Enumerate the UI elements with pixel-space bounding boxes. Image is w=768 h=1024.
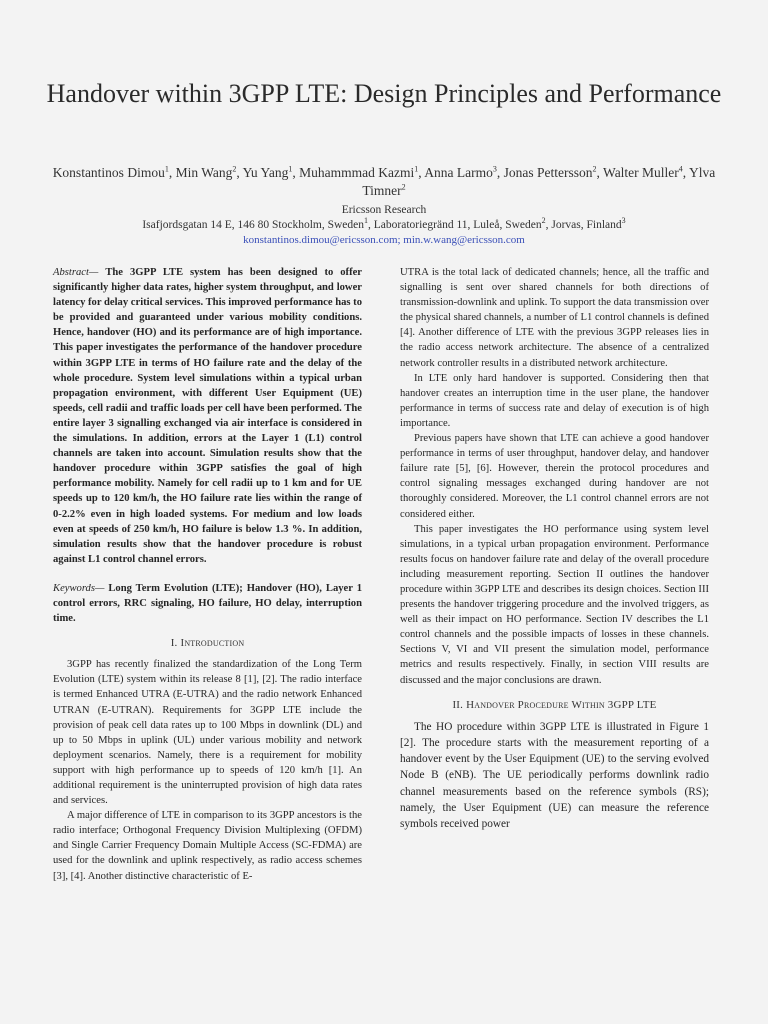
body-paragraph: 3GPP has recently finalized the standardization of the Long Term Evolution (LTE) system within its release 8 [1], [2]. The radio interface is termed Enhanced UTRA (E-UTRA) and the radio network Enhanced UTRAN (E-UTRAN). Requirements for 3GPP LTE include the provision of peak cell data rates up to 100 Mbps in downlink (DL) and up to 50 Mbps in uplink (UL) under various mobility and network deployment scenarios. Namely, there is a requirement for mobility support with high performance up to speeds of 120 km/h [1]. An additional requirement is the uninterrupted provision of high data rates and services.	[53, 659, 362, 807]
author-name: Muhammmad Kazmi	[299, 165, 415, 180]
address-line	[40, 218, 728, 232]
section-title: Introduction	[180, 637, 245, 650]
abstract-dash: —	[88, 267, 106, 278]
abstract-text: The 3GPP LTE system has been designed to offer significantly higher data rates, higher system throughput, and lower latency for delay critical services. This improved performance has to be provided and guaranteed under various mobility conditions. Hence, handover (HO) and its performance are of high importance. This paper investigates the performance of the handover procedure within 3GPP LTE in terms of HO failure rate and the delay of the whole procedure. System level simulations within a typical urban propagation environment, with different User Equipment (UE) speeds, cell radii and traffic loads per cell have been performed. The entire layer 3 signalling exchanged via air interface is considered in the simulations. In addition, errors at the Layer 1 (L1) control channels are taken into account. Simulation results show that the handover procedure within 3GPP satisfies the goal of high performance mobility. Namely for cell radii up to 1 km and for UE speeds up to 120 km/h, the HO failure rate lies within the range of 0-2.2% even in high loaded systems. For medium and low loads even at speeds of 250 km/h, HO failure is below 1.3 %. In addition, simulation results show that the handover procedure is robust against L1 control channel errors.	[53, 267, 362, 565]
affiliation-mark: 2	[232, 164, 237, 174]
right-column	[400, 265, 709, 832]
abstract-label: Abstract	[53, 267, 89, 278]
affiliation: Ericsson Research	[341, 204, 427, 216]
keywords	[53, 581, 362, 626]
affiliation-mark: 2	[541, 216, 546, 226]
affiliation-mark: 1	[364, 216, 369, 226]
affiliation-mark: 2	[401, 182, 406, 192]
affiliation-mark: 3	[621, 216, 626, 226]
paper-title: Handover within 3GPP LTE: Design Principles and Performance	[46, 79, 722, 108]
affiliation-mark: 4	[678, 164, 683, 174]
address-part: , Laboratoriegränd 11, Luleå, Sweden	[368, 219, 542, 231]
author-list: Konstantinos Dimou$^1$, Min Wang$^2$, Yu Yang$^1$, Muhammmad Kazmi$^1$, Anna Larmo$^3$, Jonas Pettersson$^2$, Walter Muller$^4$, Ylva Timner$^2$	[52, 164, 716, 198]
section-number: I.	[170, 637, 178, 650]
author-name: Anna Larmo	[424, 165, 493, 180]
body-paragraph: The HO procedure within 3GPP LTE is illustrated in Figure 1 [2]. The procedure starts with the measurement reporting of a handover event by the User Equipment (UE) to the serving evolved Node B (eNB). The UE periodically performs downlink radio channel measurements based on the reference symbols (RS); namely, the User Equipment (UE) can measure the reference symbols received power	[400, 720, 709, 830]
affiliation-mark: 1	[414, 164, 419, 174]
author-name: Walter Muller	[603, 165, 679, 180]
author-name: Yu Yang	[242, 165, 289, 180]
author-name: Jonas Pettersson	[503, 165, 593, 180]
affiliation-mark: 3	[492, 164, 497, 174]
keywords-label: Keywords	[53, 582, 95, 594]
section-title: Handover Procedure Within 3GPP LTE	[466, 698, 657, 711]
address-part: Isafjordsgatan 14 E, 146 80 Stockholm, Sweden	[142, 219, 365, 231]
left-column	[53, 265, 362, 884]
author-name: Konstantinos Dimou	[52, 165, 165, 180]
keywords-dash: —	[94, 582, 109, 594]
section-heading-handover-procedure	[400, 698, 709, 713]
section-number: II.	[452, 698, 464, 711]
body-paragraph: Previous papers have shown that LTE can achieve a good handover performance in terms of user throughput, handover delay, and handover failure rate [5], [6]. However, therein the protocol procedures and control signaling messages exchanged during handover are not thoroughly considered. Moreover, the L1 control channel errors are not considered either.	[400, 433, 709, 520]
affiliation-mark: 1	[164, 164, 169, 174]
affiliation-mark: 2	[592, 164, 597, 174]
section-heading-introduction	[53, 636, 362, 651]
address-part: , Jorvas, Finland	[545, 219, 622, 231]
body-paragraph: A major difference of LTE in comparison to its 3GPP ancestors is the radio interface; Orthogonal Frequency Division Multiplexing (OFDM) and Single Carrier Frequency Domain Multiple Access (SC-FDMA) are used for the downlink and uplink respectively, as radio access schemes [3], [4]. Another distinctive characteristic of E-	[53, 810, 362, 882]
body-paragraph: In LTE only hard handover is supported. Considering then that handover creates an interruption time in the user plane, the handover performance in terms of success rate and delay of execution is of high importance.	[400, 372, 709, 429]
affiliation-mark: 1	[288, 164, 293, 174]
body-paragraph-continued: UTRA is the total lack of dedicated channels; hence, all the traffic and signalling is sent over shared channels for both directions of transmission-downlink and uplink. To support the data transmission over the physical shared channels, a number of L1 control channels is defined [4]. Another difference of LTE with the previous 3GPP releases lies in the radio access network architecture. The absence of a centralized network controller results in a distributed network architecture.	[400, 267, 709, 369]
author-name: Min Wang	[175, 165, 233, 180]
author-name: Ylva Timner	[362, 165, 716, 198]
email-addresses[interactable]: konstantinos.dimou@ericsson.com; min.w.wang@ericsson.com	[243, 234, 525, 246]
keywords-text: Long Term Evolution (LTE); Handover (HO), Layer 1 control errors, RRC signaling, HO failure, HO delay, interruption time.	[53, 582, 362, 625]
abstract	[53, 265, 362, 567]
body-paragraph: This paper investigates the HO performance using system level simulations, in a typical urban propagation environment. Performance results focus on handover failure rate and delay of the overall procedure including measurement reporting. Section II outlines the handover procedure within 3GPP LTE and describes its design choices. Section III presents the handover triggering procedure and the involved triggers, as well as their impact on HO performance. Section IV describes the L1 control channels and the possible impacts of losses in these channels. Sections V, VI and VII present the simulation model, performance metrics and results respectively. Finally, in section VIII results are discussed and the major conclusions are drawn.	[400, 523, 709, 686]
